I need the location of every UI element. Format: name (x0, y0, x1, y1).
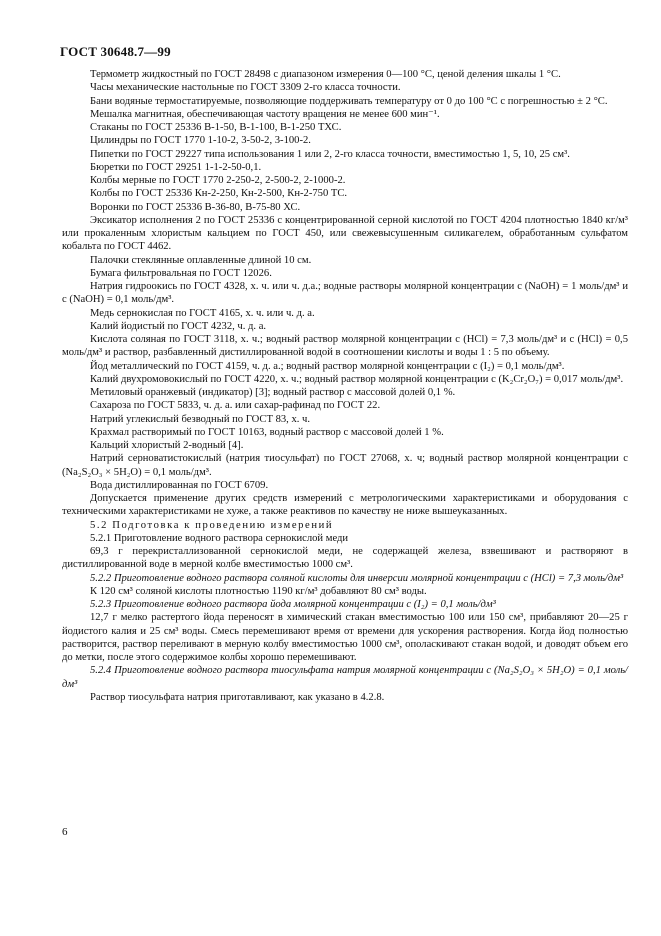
paragraph: 69,3 г перекристаллизованной сернокислой меди, не содержащей железа, взвешивают и растворяют в дистиллированной воде в мерной колбе вместимостью 1000 см³. (62, 546, 628, 571)
paragraph: Колбы по ГОСТ 25336 Кн-2-250, Кн-2-500, Кн-2-750 ТС. (90, 188, 348, 200)
paragraph: Раствор тиосульфата натрия приготавливают, как указано в 4.2.8. (90, 691, 385, 703)
paragraph: Медь сернокислая по ГОСТ 4165, х. ч. или ч. д. а. (90, 307, 315, 319)
paragraph: Метиловый оранжевый (индикатор) [3]; водный раствор с массовой долей 0,1 %. (90, 387, 456, 398)
paragraph: Бюретки по ГОСТ 29251 1-1-2-50-0,1. (90, 161, 262, 173)
paragraph: Натрий углекислый безводный по ГОСТ 83, х. ч. (90, 413, 311, 425)
paragraph: Сахароза по ГОСТ 5833, ч. д. а. или сахар-рафинад по ГОСТ 22. (90, 400, 381, 412)
paragraph: Йод металлический по ГОСТ 4159, ч. д. а.; водный раствор молярной концентрации с (I₂) = 0,1 моль/дм³. (90, 360, 565, 372)
paragraph: Пипетки по ГОСТ 29227 типа использования 1 или 2, 2-го класса точности, вместимостью 1, 5, 10, 25 см³. (90, 148, 570, 160)
paragraph: Палочки стеклянные оплавленные длиной 10 см. (90, 254, 312, 266)
paragraph: 5.2.4 Приготовление водного раствора тиосульфата натрия молярной концентрации с (Na₂S₂O₃ × 5H₂O) = 0,1 моль/дм³ (62, 665, 628, 690)
paragraph: Допускается применение других средств измерений с метрологическими характеристиками и оборудования с техническими характеристиками не хуже, а также реактивов по качеству не ниже вышеуказанных. (62, 493, 628, 518)
paragraph: К 120 см³ соляной кислоты плотностью 1190 кг/м³ добавляют 80 см³ воды. (90, 585, 427, 597)
paragraph: 5.2.2 Приготовление водного раствора соляной кислоты для инверсии молярной концентрации с (HCl) = 7,3 моль/дм³ (90, 572, 624, 584)
paragraph: Натрий серноватистокислый (натрия тиосульфат) по ГОСТ 27068, х. ч; водный раствор молярной концентрации с (Na₂S₂O₃ × 5H₂O) = 0,1 моль/дм³. (62, 453, 628, 478)
paragraph: Крахмал растворимый по ГОСТ 10163, водный раствор с массовой долей 1 %. (90, 426, 444, 438)
paragraph: Колбы мерные по ГОСТ 1770 2-250-2, 2-500-2, 2-1000-2. (90, 175, 346, 186)
standard-header: ГОСТ 30648.7—99 (60, 44, 171, 59)
paragraph: Мешалка магнитная, обеспечивающая частоту вращения не менее 600 мин⁻¹. (90, 108, 440, 120)
paragraph: 5.2.3 Приготовление водного раствора йода молярной концентрации с (I₂) = 0,1 моль/дм³ (90, 599, 496, 610)
paragraph: Стаканы по ГОСТ 25336 В-1-50, В-1-100, В-1-250 ТХС. (90, 122, 342, 133)
paragraph: 5.2.1 Приготовление водного раствора сернокислой меди (90, 532, 349, 544)
paragraph: Воронки по ГОСТ 25336 В-36-80, В-75-80 ХС. (90, 201, 301, 213)
paragraph: Бумага фильтровальная по ГОСТ 12026. (90, 267, 272, 279)
paragraph: 12,7 г мелко растертого йода переносят в химический стакан вместимостью 100 или 150 см³, прибавляют 20—25 г йодистого калия и 25 см³ воды. Смесь перемешивают время от времени для ускорения растворения. Когда йод полностью растворится, раствор переливают в мерную колбу вместимостью 1000 см³, ополаскивают стакан водой, и доводят объем его до метки, после этого содержимое колбы хорошо перемешивают. (62, 612, 628, 663)
paragraph: Калий йодистый по ГОСТ 4232, ч. д. а. (90, 320, 267, 332)
document-body (62, 68, 628, 704)
paragraph: Вода дистиллированная по ГОСТ 6709. (90, 479, 269, 491)
page-number: 6 (62, 826, 68, 838)
paragraph: Натрия гидроокись по ГОСТ 4328, х. ч. или ч. д.а.; водные растворы молярной концентрации с (NaOH) = 1 моль/дм³ и с (NaOH) = 0,1 моль/дм³. (62, 281, 628, 306)
paragraph: Термометр жидкостный по ГОСТ 28498 с диапазоном измерения 0—100 °С, ценой деления шкалы 1 °С. (90, 69, 561, 80)
paragraph: Бани водяные термостатируемые, позволяющие поддерживать температуру от 0 до 100 °С с погрешностью ± 2 °С. (90, 95, 608, 107)
paragraph: Часы механические настольные по ГОСТ 3309 2-го класса точности. (90, 82, 401, 94)
paragraph: Эксикатор исполнения 2 по ГОСТ 25336 с концентрированной серной кислотой по ГОСТ 4204 плотностью 1840 кг/м³ или прокаленным хлористым кальцием по ГОСТ 450, или свежевысушенным силикагелем, обработанным сульфатом кобальта по ГОСТ 4462. (62, 214, 628, 253)
paragraph: Кальций хлористый 2-водный [4]. (90, 440, 244, 451)
paragraph: 5.2 Подготовка к проведению измерений (90, 519, 334, 531)
paragraph: Цилиндры по ГОСТ 1770 1-10-2, 3-50-2, 3-100-2. (90, 135, 311, 147)
paragraph: Калий двухромовокислый по ГОСТ 4220, х. ч.; водный раствор молярной концентрации с (K₂Cr₂O₇) = 0,017 моль/дм³. (90, 373, 624, 385)
paragraph: Кислота соляная по ГОСТ 3118, х. ч.; водный раствор молярной концентрации с (HCl) = 7,3 моль/дм³ и с (HCl) = 0,5 моль/дм³ и раствор, разбавленный дистиллированной водой в соотношении кислоты и воды 1 : 5 по объему. (62, 334, 628, 359)
